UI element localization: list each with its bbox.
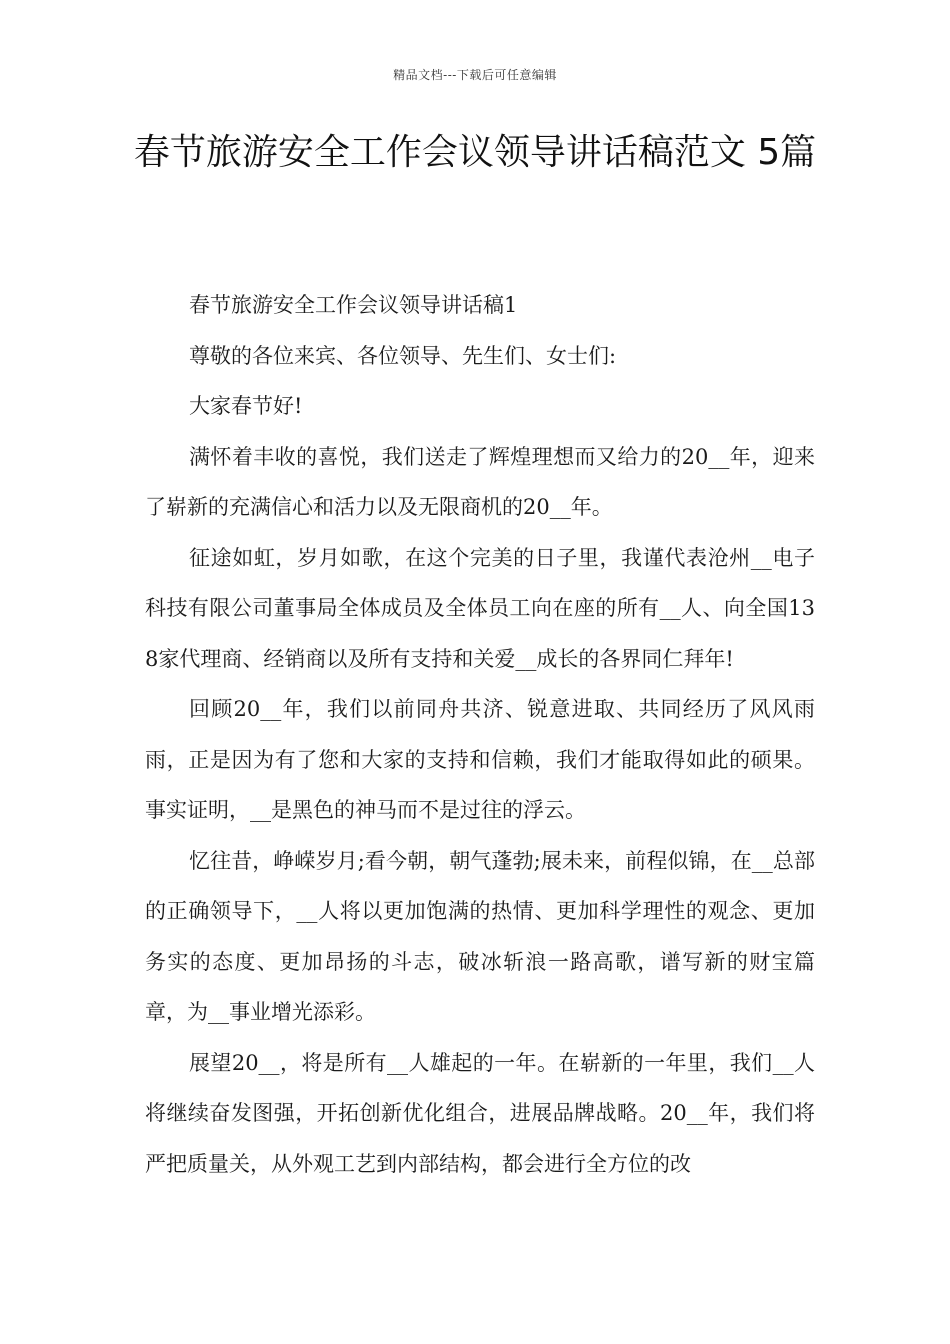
paragraph-subtitle: 春节旅游安全工作会议领导讲话稿1 [189,293,518,317]
header-note: 精品文档---下载后可任意编辑 [393,68,557,82]
document-body [145,280,815,1189]
paragraph: 展望20__，将是所有__人雄起的一年。在崭新的一年里，我们__人将继续奋发图强，开拓创新优化组合，进展品牌战略。20__年，我们将严把质量关，从外观工艺到内部结构，都会进行全方位的改 [145,1050,815,1176]
paragraph: 满怀着丰收的喜悦，我们送走了辉煌理想而又给力的20__年，迎来了崭新的充满信心和活力以及无限商机的20__年。 [145,444,815,519]
paragraph-salutation: 尊敬的各位来宾、各位领导、先生们、女士们: [189,343,617,368]
document-title: 春节旅游安全工作会议领导讲话稿范文 5篇 [133,132,817,173]
paragraph: 忆往昔，峥嵘岁月;看今朝，朝气蓬勃;展未来，前程似锦，在__总部的正确领导下，__人将以更加饱满的热情、更加科学理性的观念、更加务实的态度、更加昂扬的斗志，破冰斩浪一路高歌，谱写新的财宝篇章，为__事业增光添彩。 [145,848,815,1024]
paragraph-greeting: 大家春节好! [189,394,303,418]
paragraph: 回顾20__年，我们以前同舟共济、锐意进取、共同经历了风风雨雨，正是因为有了您和大家的支持和信赖，我们才能取得如此的硕果。事实证明，__是黑色的神马而不是过往的浮云。 [145,697,815,822]
paragraph: 征途如虹，岁月如歌，在这个完美的日子里，我谨代表沧州__电子科技有限公司董事局全体成员及全体员工向在座的所有__人、向全国138家代理商、经销商以及所有支持和关爱__成长的各界同仁拜年! [145,545,815,671]
